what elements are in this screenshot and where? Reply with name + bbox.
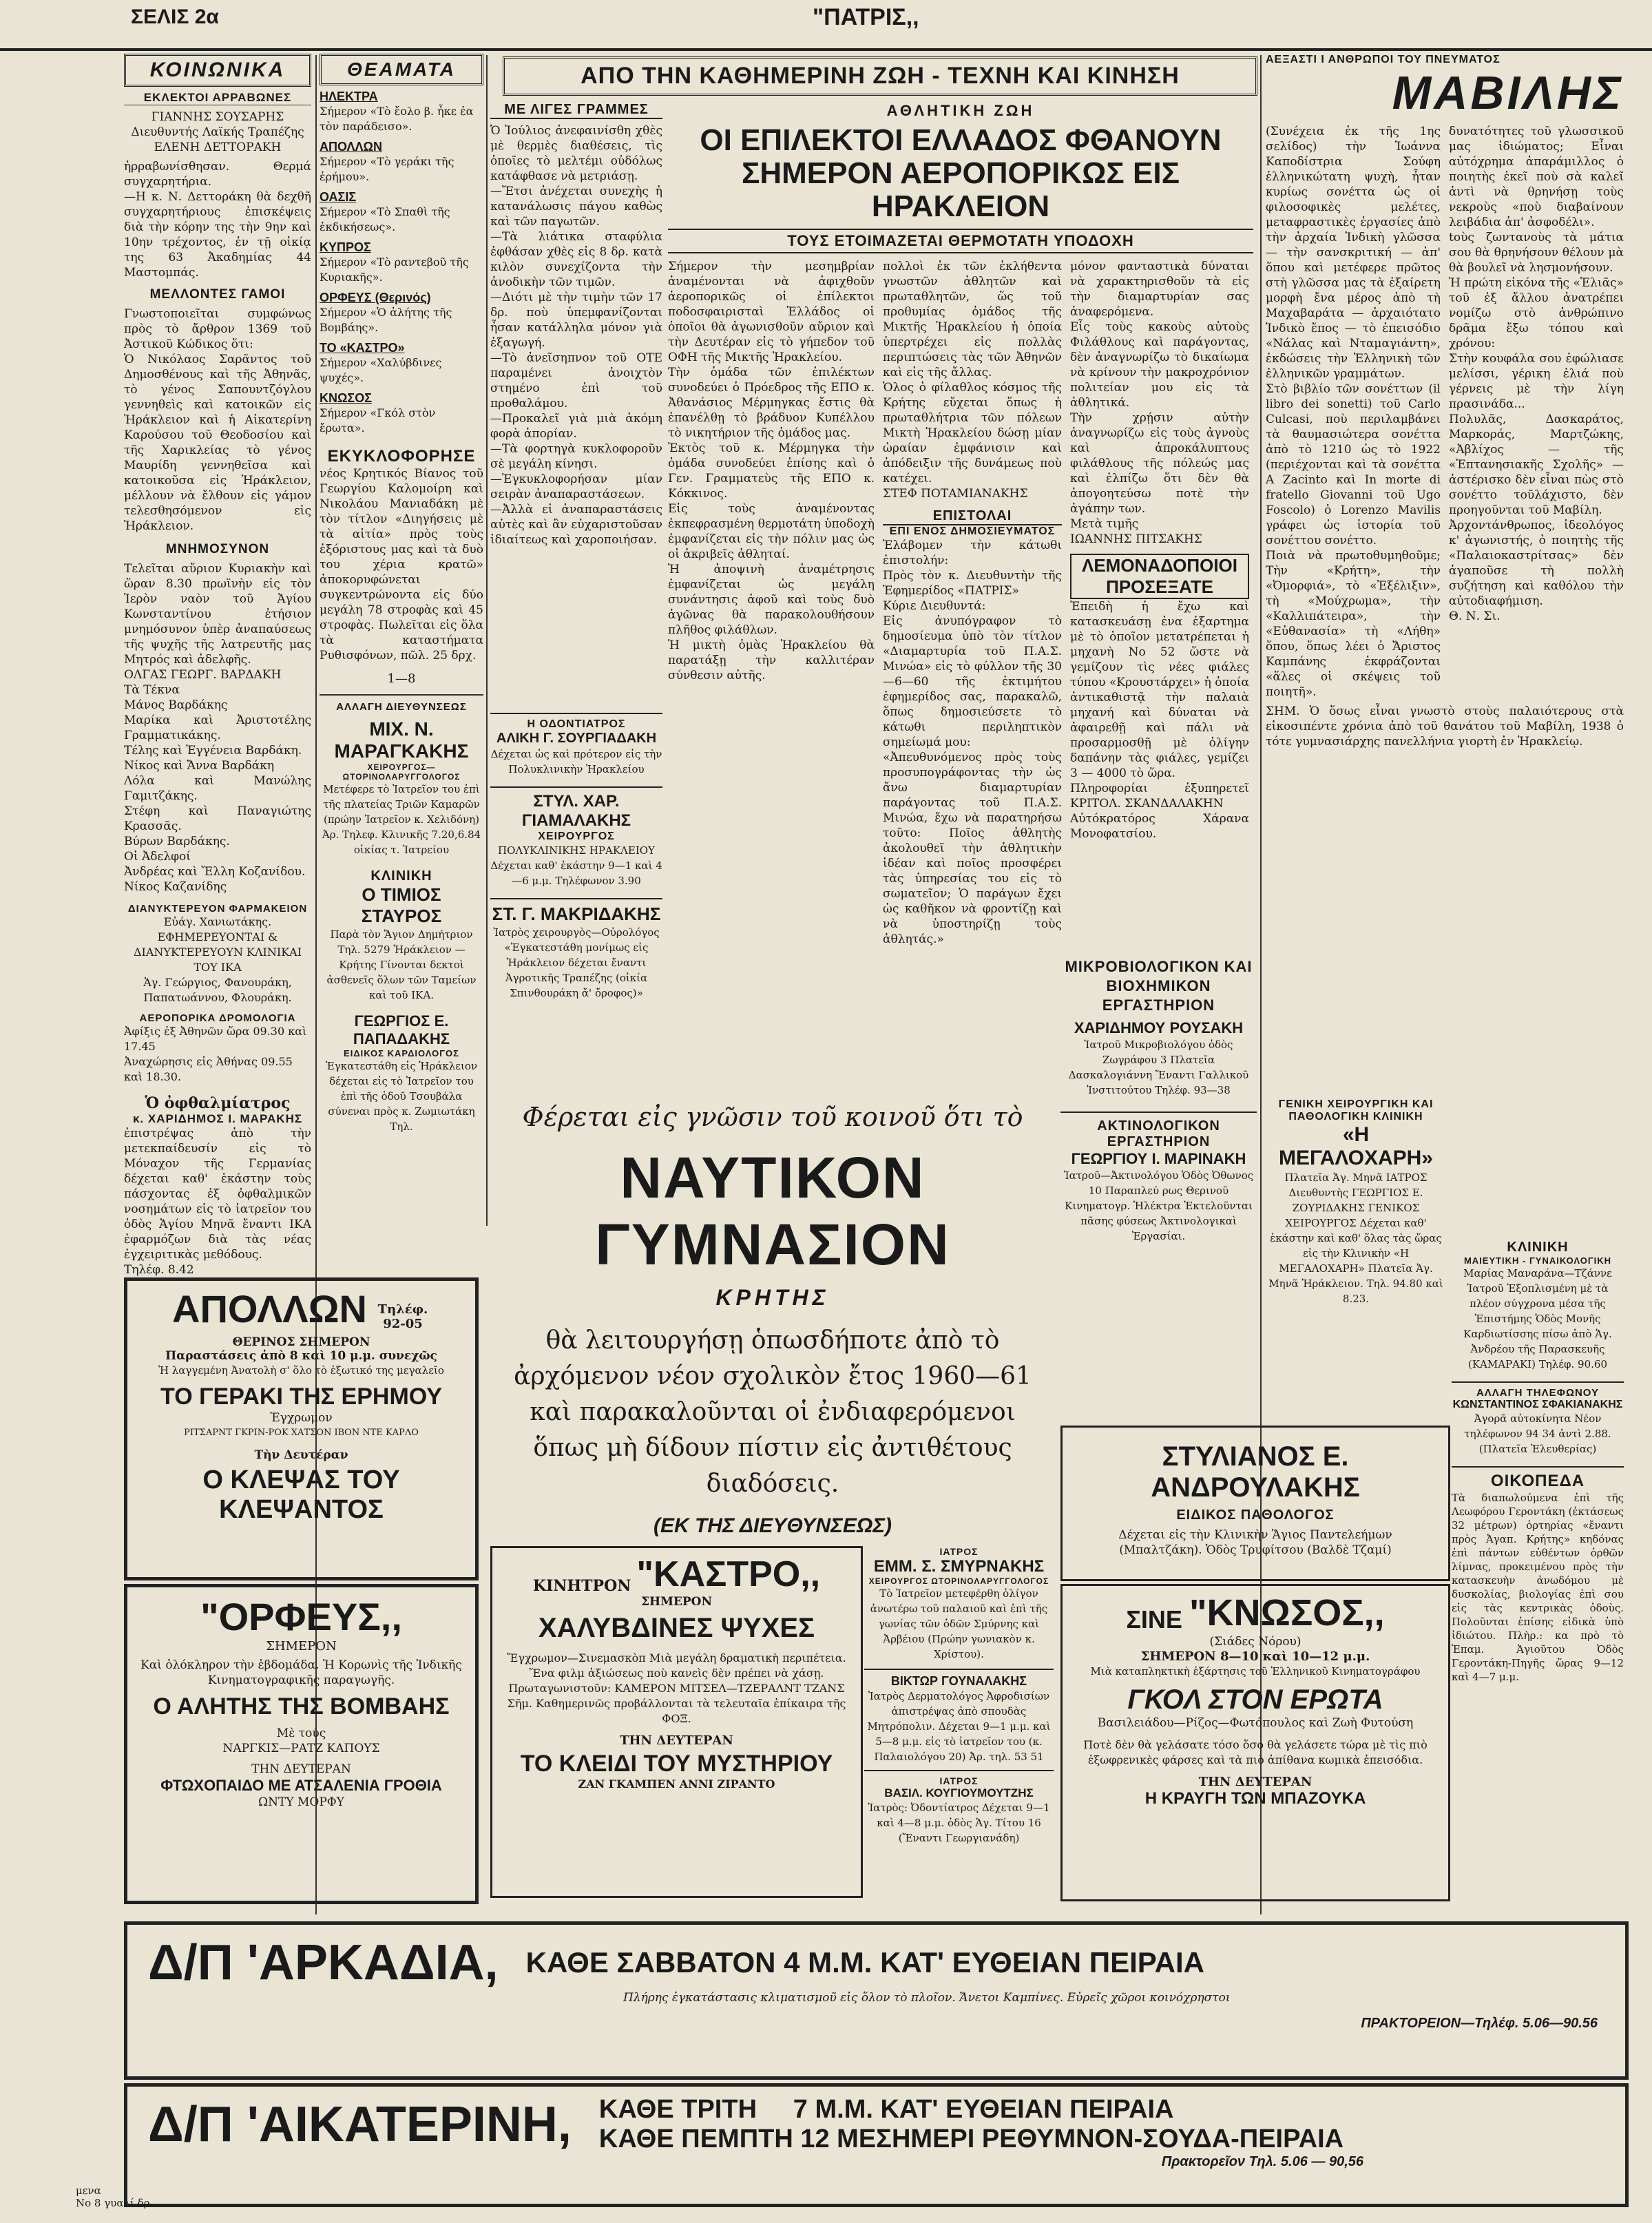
arkadia-ship-ad	[124, 1921, 1629, 2080]
maragkakis-name: ΜΙΧ. Ν. ΜΑΡΑΓΚΑΚΗΣ	[334, 718, 469, 762]
page-number: ΣΕΛΙΣ 2α	[131, 6, 219, 28]
xray-lab-title: ΑΚΤΙΝΟΛΟΓΙΚΟΝ ΕΡΓΑΣΤΗΡΙΟΝ	[1060, 1112, 1257, 1150]
kastro-prefix: ΚΙΝΗΤΡΟΝ	[532, 1577, 631, 1595]
aikaterini-agent: Πρακτορεῖον Τηλ. 5.06 — 90,56	[1161, 2154, 1363, 2169]
cinema-name: ΟΡΦΕΥΣ (Θερινός)	[320, 291, 431, 304]
cinema-listing	[320, 341, 483, 386]
kougioumoutzis-text: Ἰατρὸς: Ὀδοντίατρος Δέχεται 9—1 καὶ 4—8 μ.μ. ὁδὸς Ἁγ. Τίτου 16 (Ἔναντι Γεωργιανάδη)	[868, 1802, 1050, 1844]
weddings-title: ΜΕΛΛΟΝΤΕΣ ΓΑΜΟΙ	[149, 287, 286, 302]
papadakis-name: ΓΕΩΡΓΙΟΣ Ε. ΠΑΠΑΔΑΚΗΣ	[353, 1012, 450, 1047]
naval-school-text: θὰ λειτουργήσῃ ὁπωσδήποτε ἀπὸ τὸ ἀρχόμενον νέον σχολικὸν ἔτος 1960—61 καὶ παρακαλοῦνται οἱ ἐνδιαφερόμενοι ὅπως μὴ δίδουν πίστιν εἰς ἀντιθέτους διαδόσεις.	[514, 1326, 1032, 1498]
apollon-name: ΑΠΟΛΛΩΝ	[172, 1287, 367, 1330]
knosos-film: ΓΚΟΛ ΣΤΟΝ ΕΡΩΤΑ	[1127, 1684, 1383, 1715]
knosos-film-2: Η ΚΡΑΥΓΗ ΤΩΝ ΜΠΑΖΟΥΚΑ	[1144, 1789, 1366, 1808]
memorial-text: Τελεῖται αὔριον Κυριακὴν καὶ ὥραν 8.30 πρωϊνὴν εἰς τὸν Ἱερὸν ναὸν τοῦ Ἁγίου Κωνσταντίνου ἐτήσιον μνημόσυνον ὑπὲρ ἀναπαύσεως τῆς ψυχῆς τῆς λατρευτῆς μας Μητρός καὶ ἀδελφῆς. ΟΛΓΑΣ ΓΕΩΡΓ. ΒΑΡΔΑΚΗ Τὰ Τέκνα Μάνος Βαρδάκης Μαρίκα καὶ Ἀριστοτέλης Γραμματικάκης. Τέλης καὶ Ἑγγένεια Βαρδάκη. Νίκος καὶ Ἄννα Βαρδάκη Λόλα καὶ Μανώλης Γαμιτζάκης. Στέφη καὶ Παναγιώτης Κρασσᾶς. Βύρων Βαρδάκης. Οἱ Ἀδελφοί Ἀνδρέας καὶ Ἔλλη Κοζανίδου. Νίκος Καζανίδης	[124, 562, 311, 894]
kastro-text: Ἔγχρωμον—Σινεμασκὸπ Μιὰ μεγάλη δραματικὴ περιπέτεια. Ἕνα φιλμ ἀξιώσεως ποὺ κανεὶς δὲν πρέπει νὰ χάσῃ. Πρωταγωνιστοῦν: ΚΑΜΕΡΟΝ ΜΙΤΣΕΛ—ΤΖΕΡΑΛΝΤ ΤΖΑΝΣ Σῆμ. Καθημερινῶς προβάλλονται τὰ τελευταῖα ἐπίκαιρα τῆς ΦΟΞ.	[507, 1651, 846, 1725]
general-clinic-title: ΓΕΝΙΚΗ ΧΕΙΡΟΥΡΓΙΚΗ ΚΑΙ ΠΑΘΟΛΟΓΙΚΗ ΚΛΙΝΙΚΗ	[1278, 1098, 1434, 1123]
cinema-listing	[320, 140, 483, 185]
engagement-title: ΕΚΛΕΚΤΟΙ ΑΡΡΑΒΩΝΕΣ	[124, 91, 311, 105]
smyrnakis-text: Τὸ Ἰατρεῖον μετεφέρθη ὀλίγον ἀνωτέρω τοῦ παλαιοῦ καὶ ἐπὶ τῆς γωνίας τῶν ὁδῶν Σμύρνης καὶ Ἀρβέιου (Πρώην γωνιακὸν κ. Χρίστου).	[870, 1587, 1048, 1660]
androulakis-ad	[1060, 1426, 1450, 1581]
address-change-title: ΑΛΛΑΓΗ ΔΙΕΥΘΥΝΣΕΩΣ	[336, 701, 467, 713]
orfeus-line-5: ΩΝΤΥ ΜΟΡΦΥ	[258, 1795, 344, 1809]
naval-school-name: ΝΑΥΤΙΚΟΝ ΓΥΜΝΑΣΙΟΝ	[595, 1145, 950, 1277]
orfeus-name: "ΟΡΦΕΥΣ,,	[200, 1595, 402, 1638]
aikaterini-schedule-2: ΚΑΘΕ ΠΕΜΠΤΗ 12 ΜΕΣΗΜΕΡΙ ΡΕΘΥΜΝΟΝ-ΣΟΥΔΑ-ΠΕΙΡΑΙΑ	[598, 2125, 1344, 2153]
knosos-line-3: Μιὰ καταπληκτικὴ ἐξάρτησις τοῦ Ἑλληνικοῦ Κινηματογράφου	[1090, 1665, 1421, 1678]
mavilis-text-continued: δυνατότητες τοῦ γλωσσικοῦ μας ἰδιώματος; Εἶναι αὐτόχρημα ἀπαράμιλλος ὁ ποιητὴς ἐκεῖ ποὺ σὰ καλεῖ ἀντὶ νὰ θρηνήσῃ τοὺς νεκροὺς «ποὺ διαβαίνουν λειβάδια ἀπ' ἀσφοδέλι». tοὺς ζωντανοὺς τὰ μάτια σου θὰ θρηνήσουν θέλουν μὰ θὰ βουλεῖ νὰ λησμονήσουν. Ἡ πρώτη εἰκόνα τῆς «Ἑλιᾶς» τοῦ ἐξ ἄλλου ἀνατρέπει νομίζω στὸ ἀνθρώπινο δρᾶμα ἔξω τόπου καὶ χρόνου: Στὴν κουφάλα σου ἐφώλιασε μελίσσι, γέρικη ἐλιά ποὺ γέρνεις μὲ τὴν λίγη πρασινάδα... Πολυλᾶς, Δασκαράτος, Μαρκοράς, Μαρτζώκης, «Ἀβλίχος — τῆς «Ἐπτανησιακῆς Σχολῆς» — ἀστέρισκο δὲν εἶναι πὼς στὸ σονέττο τοῦλάχιστο, δὲν προηγοῦνται τοῦ Μαβίλη. Ἀρχοντάνθρωπος, ἰδεολόγος κ' ἀγωνιστής, ὁ ποιητὴς τῆς «Παλαιοκαστρίτσας» δὲν ἀγαποῦσε τὴ πολλὴ συζήτηση καὶ καθόλου τὴν αὐτοδιαφήμιση. Θ. Ν. Σι.	[1449, 125, 1624, 623]
lines-column	[490, 102, 662, 708]
doctors-middle-column	[864, 1546, 1054, 1897]
maternity-clinic-title: ΚΛΙΝΙΚΗ	[1507, 1240, 1569, 1255]
clinic-name: Ο ΤΙΜΙΟΣ ΣΤΑΥΡΟΣ	[361, 884, 442, 926]
androulakis-name: ΣΤΥΛΙΑΝΟΣ Ε. ΑΝΔΡΟΥΛΑΚΗΣ	[1151, 1441, 1360, 1503]
mavilis-note: ΣΗΜ. Ὁ ὅσως εἶναι γνωστὸ στοὺς παλαιότερους στὰ εἰκοσιπέντε χρόνια ἀπὸ τοῦ θανάτου τοῦ Μαβίλη, 1938 ὁ τότε γυμνασιάρχης πανελλήνια γιορτὴ ἐν Ἡρακλείῳ.	[1266, 705, 1624, 749]
cinema-showing: Σήμερον «Τὸ γεράκι τῆς ἐρήμου».	[320, 155, 454, 183]
apollon-film: ΤΟ ΓΕΡΑΚΙ ΤΗΣ ΕΡΗΜΟΥ	[160, 1384, 442, 1410]
phone-change-name: ΚΩΝΣΤΑΝΤΙΝΟΣ ΣΦΑΚΙΑΝΑΚΗΣ	[1452, 1399, 1623, 1410]
orfeus-line-1: ΣΗΜΕΡΟΝ	[266, 1639, 337, 1653]
gounalakis-name: ΒΙΚΤΩΡ ΓΟΥΝΑΛΑΚΗΣ	[864, 1669, 1054, 1689]
pharmacy-text: Εὐάγ. Χανιωτάκης. ΕΦΗΜΕΡΕΥΟΝΤΑΙ & ΔΙΑΝΥΚΤΕΡΕΥΟΥΝ ΚΛΙΝΙΚΑΙ ΤΟΥ ΙΚΑ Ἁγ. Γεώργιος, Φανουράκη, Παπατωάννου, Φλουράκη.	[133, 915, 302, 1004]
sport-headline: ΟΙ ΕΠΙΛΕΚΤΟΙ ΕΛΛΑΔΟΣ ΦΘΑΝΟΥΝ ΣΗΜΕΡΟΝ ΑΕΡΟΠΟΡΙΚΩΣ ΕΙΣ ΗΡΑΚΛΕΙΟΝ	[700, 123, 1222, 223]
flights-text: Ἀφίξις ἐξ Ἀθηνῶν ὥρα 09.30 καὶ 17.45 Ἀναχώρησις εἰς Ἀθήνας 09.55 καὶ 18.30.	[124, 1025, 307, 1083]
lines-title: ΜΕ ΛΙΓΕΣ ΓΡΑΜΜΕΣ	[490, 102, 662, 119]
smyrnakis-prefix: ΙΑΤΡΟΣ	[939, 1546, 979, 1557]
arkadia-amenities: Πλήρης ἐγκατάστασις κλιματισμοῦ εἰς ὅλον τὸ πλοῖον. Ἄνετοι Καμπίνες. Εὐρεῖς χῶροι κοινόχρηστοι	[623, 1991, 1231, 2005]
koinonika-heading: ΚΟΙΝΩΝΙΚΑ	[124, 54, 311, 87]
letters-title: ΕΠΙΣΤΟΛΑΙ	[883, 508, 1062, 525]
smyrnakis-name: ΕΜΜ. Σ. ΣΜΥΡΝΑΚΗΣ	[873, 1557, 1045, 1576]
knosos-line-1: (Σιάδες Νόρου)	[1209, 1635, 1301, 1649]
maragkakis-text: Μετέφερε τὸ Ἰατρεῖον του ἐπὶ τῆς πλατείας Τριῶν Καμαρῶν (πρώην Ἰατρεῖον κ. Χελιδόνη) Ἀρ. Τηλεφ. Κλινικῆς 7.20,6.84 οἰκίας τ. Ἰατρείου	[322, 783, 481, 856]
apollon-line-1: ΘΕΡΙΝΟΣ ΣΗΜΕΡΟΝ	[232, 1335, 370, 1349]
kastro-film: ΧΑΛΥΒΔΙΝΕΣ ΨΥΧΕΣ	[538, 1613, 815, 1643]
kougioumoutzis-prefix: ΙΑΤΡΟΣ	[864, 1770, 1054, 1786]
cinema-showing: Σήμερον «Τὸ ραντεβοῦ τῆς Κυριακῆς».	[320, 255, 469, 284]
kastro-line-2: ΤΗΝ ΔΕΥΤΕΡΑΝ	[620, 1733, 733, 1748]
footer-note: μενα Νο 8 γυαλί δρ.	[76, 2184, 154, 2209]
cinema-listing	[320, 190, 483, 235]
general-clinic-name: «Η ΜΕΓΑΛΟΧΑΡΗ»	[1278, 1123, 1433, 1169]
orfeus-line-3: Μὲ τούς ΝΑΡΓΚΙΣ—ΡΑΤΖ ΚΑΠΟΥΣ	[222, 1726, 380, 1755]
giamalakis-name: ΣΤΥΛ. ΧΑΡ. ΓΙΑΜΑΛΑΚΗΣ	[490, 786, 662, 831]
apollon-phone: Τηλέφ. 92-05	[377, 1302, 428, 1331]
makridakis-text: Ἰατρὸς χειρουργὸς—Οὐρολόγος «Ἐγκατεστάθη μονίμως εἰς Ἡράκλειον δέχεται ἔναντι Ἀγροτικῆς Τραπέζης (οἰκία Σπινθουράκη ἄ' ὄροφος)»	[493, 926, 660, 999]
apollon-line-4: Ἐγχρωμον	[270, 1411, 333, 1425]
doctor-ads-column	[490, 713, 662, 1114]
xray-lab-name: ΓΕΩΡΓΙΟΥ Ι. ΜΑΡΙΝΑΚΗ	[1071, 1150, 1246, 1167]
mavilis-title: ΜΑΒΙΛΗΣ	[1392, 67, 1624, 119]
letters-text: Ἐλάβομεν τὴν κάτωθι ἐπιστολήν: Πρὸς τὸν κ. Διευθυντὴν τῆς Ἐφημερίδος «ΠΑΤΡΙΣ» Κύριε Διευθυντά: Εἰς ἀνυπόγραφον τὸ δημοσίευμα ὑπὸ τὸν τίτλον «Διαμαρτυρία τοῦ Π.Α.Σ. Μινώα» εἰς τὸ φύλλον τῆς 30—6—60 τῆς ἐκτιμήτου ἐφημερίδος σας, παρακαλῶ, ὅπως δημοσιεύσετε τὸ κάτωθι περιληπτικὸν σημείωμά μου: «Ἀπευθυνόμενος πρὸς τοὺς προσυπογράφοντας τὴν ὡς ἄνω διαμαρτυρίαν παράγοντας τοῦ Π.Α.Σ. Μινώα, ἔχω νὰ παρατηρήσω τοῦτο: Ποῖος ἀθλητὴς ἀκολουθεῖ τὴν ἀθλητικὴν ἰδέαν καὶ ποῖος προσφέρει τὰς ὑπηρεσίας του εἰς τὸ σωματεῖον; Ὁ παράγων ἔχει ὡς καθῆκον νὰ φροντίζῃ καὶ νὰ ὑποστηρίζῃ τοὺς ἀθλητάς.»	[883, 539, 1062, 946]
sport-text: Σήμερον τὴν μεσημβρίαν ἀναμένονται νὰ ἀφιχθοῦν ἀεροπορικῶς οἱ ἐπίλεκτοι ποδοσφαιρισταὶ Ἑλλάδος οἱ ὁποῖοι θὰ ἀγωνισθοῦν αὔριον καὶ τὴν Δευτέραν εἰς τὸ γήπεδον τοῦ ΟΦΗ τῆς Μικτῆς Ἡρακλείου. Τὴν ὁμάδα τῶν ἐπιλέκτων συνοδεύει ὁ Πρόεδρος τῆς ΕΠΟ κ. Ἀθανάσιος Μέρμηγκας ἔστις θὰ ἐπανέλθῃ τὸ βράδυον Κυπέλλου τὸ νικητήριον τῆς ὁμάδος μας. Ἐκτὸς τοῦ κ. Μέρμηγκα τὴν ὁμάδα συνοδεύει ἐπίσης καὶ ὁ Γεν. Γραμματεὺς τῆς ΕΠΟ κ. Κόκκινος. Εἰς τοὺς ἀναμένοντας ἐκπεφρασμένη θερμοτάτη ὑποδοχὴ ἐμφανίζεται εἰς τὴν πόλιν μας ὡς οἱ ἀκριβεῖς ἀθληταί. Ἡ ἀποψινὴ ἀναμέτρησις ἐμφανίζεται ὡς μεγάλη συνάντησις ἀφοῦ καὶ τοὺς δυὸ ἀγῶνας θὰ παρακολουθήσουν πλῆθος φιλάθλων. Ἡ μικτὴ ὁμὰς Ἡρακλείου θὰ παρατάξῃ τὴν καλλιτέραν σύνθεσιν αὐτῆς.	[668, 260, 875, 682]
lab-ads-column	[1060, 957, 1257, 1419]
theamata-column	[320, 54, 483, 1273]
cinema-showing: Σήμερον «Τὸ Σπαθὶ τῆς ἐκδικήσεως».	[320, 205, 450, 233]
arkadia-agent: ΠΡΑΚΤΟΡΕΙΟΝ—Τηλέφ. 5.06—90.56	[1361, 2016, 1598, 2031]
mavilis-column	[1266, 54, 1624, 1224]
cinema-listing	[320, 90, 483, 134]
papadakis-specialty: ΕΙΔΙΚΟΣ ΚΑΡΔΙΟΛΟΓΟΣ	[344, 1048, 459, 1058]
gounalakis-text: Ἰατρὸς Δερματολόγος Ἀφροδισίων ἀπιστρέψας ἀπὸ σπουδὰς Μητρόπολιν. Δέχεται 9—1 μ.μ. καὶ 5—8 μ.μ. εἰς τὸ ἰατρεῖον του (κ. Παλαιολόγου 20) Ἀρ. τηλ. 53 51	[867, 1690, 1051, 1763]
sport-column	[668, 102, 1253, 946]
apollon-cinema-ad	[124, 1277, 479, 1580]
apollon-line-5: ΡΙΤΣΑΡΝΤ ΓΚΡΙΝ-ΡΟΚ ΧΑΤΣΟΝ ΙΒΟΝ ΝΤΕ ΚΑΡΛΟ	[184, 1428, 419, 1438]
androulakis-text: Δέχεται εἰς τὴν Κλινικὴν Ἅγιος Παντελεήμων (Μπαλτζάκη). Ὁδὸς Τρυφίτσου (Βαλδὲ Τζαμί)	[1118, 1528, 1392, 1557]
doctor-title: Ὁ ὀφθαλμίατρος	[145, 1094, 291, 1112]
letters-text-continued: μόνον φανταστικὰ δύναται νὰ χαρακτηρισθοῦν τὰ εἰς τὴν διαμαρτυρίαν σας ἀναφερόμενα. Εἶς τοὺς κακοὺς αὐτοὺς Φιλάθλους καὶ παράγοντας, δὲν ἀναγνωρίζω τὸ δικαίωμα νὰ κρίνουν τὴν μακροχρόνιον πολιτείαν μου εἰς τὰ ἀθλητικά. Τὴν χρῄσιν αὐτὴν ἀναγνωρίζω εἰς τοὺς ἀγνοὺς καὶ ἀπροκάλυπτους φιλάθλους τῆς πόλεώς μας καὶ ἐλπίζω ὅτι δὲν θὰ ἀπογοητεύσω ποτὲ τὴν ἀγάπην των. Μετὰ τιμῆς ΙΩΑΝΝΗΣ ΠΙΤΣΑΚΗΣ	[1070, 260, 1249, 546]
cinema-name: ΚΥΠΡΟΣ	[320, 240, 371, 254]
cinema-showing: Σήμερον «Γκόλ στὸν ἔρωτα».	[320, 406, 436, 435]
clinic-title: ΚΛΙΝΙΚΗ	[370, 868, 432, 884]
kastro-line-3: ΖΑΝ ΓΚΑΜΠΕΝ ΑΝΝΙ ΖΙΡΑΝΤΟ	[578, 1777, 775, 1791]
cinema-showing: Σήμερον «Τὸ ἔολο β. ἦκε ἐα τὸν παράδεισο».	[320, 105, 474, 133]
flights-title: ΑΕΡΟΠΟΡΙΚΑ ΔΡΟΜΟΛΟΓΙΑ	[139, 1012, 296, 1024]
masthead	[0, 0, 1652, 51]
apollon-line-3: Ἡ λαγγεμένη Ἀνατολὴ σ' ὅλο τὸ ἐξωτικό της μεγαλεῖο	[158, 1364, 444, 1377]
makridakis-name: ΣΤ. Γ. ΜΑΚΡΙΔΑΚΗΣ	[490, 898, 662, 925]
lemonade-title: ΛΕΜΟΝΑΔΟΠΟΙΟΙ ΠΡΟΣΕΞΑΤΕ	[1070, 554, 1249, 599]
right-ads-column	[1452, 1240, 1624, 1928]
aikaterini-ship-ad	[124, 2083, 1629, 2207]
orfeus-line-4: ΤΗΝ ΔΕΥΤΕΡΑΝ	[251, 1762, 351, 1776]
phone-change-title: ΑΛΛΑΓΗ ΤΗΛΕΦΩΝΟΥ	[1452, 1381, 1624, 1399]
zoi-heading: ΑΠΟ ΤΗΝ ΚΑΘΗΜΕΡΙΝΗ ΖΩΗ - ΤΕΧΝΗ ΚΑΙ ΚΙΝΗΣΗ	[503, 56, 1257, 96]
sport-subheadline: ΤΟΥΣ ΕΤΟΙΜΑΖΕΤΑΙ ΘΕΡΜΟΤΑΤΗ ΥΠΟΔΟΧΗ	[668, 229, 1253, 253]
arkadia-schedule: ΚΑΘΕ ΣΑΒΒΑΤΟΝ 4 Μ.Μ. ΚΑΤ' ΕΥΘΕΙΑΝ ΠΕΙΡΑΙΑ	[525, 1946, 1204, 1979]
apollon-line-2: Παραστάσεις ἀπὸ 8 καὶ 10 μ.μ. συνεχῶς	[165, 1349, 437, 1363]
micro-lab-title: ΜΙΚΡΟΒΙΟΛΟΓΙΚΟΝ ΚΑΙ ΒΙΟΧΗΜΙΚΟΝ ΕΡΓΑΣΤΗΡΙΟΝ	[1065, 958, 1253, 1014]
kougioumoutzis-name: ΒΑΣΙΛ. ΚΟΥΓΙΟΥΜΟΥΤΖΗΣ	[884, 1786, 1034, 1799]
separator: 1—8	[387, 671, 416, 686]
theamata-list	[320, 90, 483, 436]
orfeus-cinema-ad	[124, 1584, 479, 1904]
letters-subtitle: ΕΠΙ ΕΝΟΣ ΔΗΜΟΣΙΕΥΜΑΤΟΣ	[889, 525, 1056, 537]
doctor-text: ἐπιστρέψας ἀπὸ τὴν μετεκπαίδευσίν εἰς τὸ Μόναχον τῆς Γερμανίας δέχεται καθ' ἑκάστην τοὺς πάσχοντας ἐξ ὀφθαλμικῶν νοσημάτων εἰς τὸ ἰατρεῖον του ὁδὸς Ἁγίου Μηνᾶ ἔναντι ΙΚΑ ἐφαρμόζων διὰ τὰς νέας ἐγχειριτικὰς μεθόδους. Τηλέφ. 8.42	[124, 1127, 311, 1277]
cinema-listing	[320, 240, 483, 285]
naval-school-region: ΚΡΗΤΗΣ	[715, 1285, 830, 1310]
apollon-line-6: Τὴν Δευτέραν	[254, 1448, 348, 1462]
cinema-name: ΟΑΣΙΣ	[320, 190, 357, 204]
orfeus-film-2: ΦΤΩΧΟΠΑΙΔΟ ΜΕ ΑΤΣΑΛΕΝΙΑ ΓΡΟΘΙΑ	[160, 1777, 442, 1794]
arkadia-name: Δ/Π 'ΑΡΚΑΔΙΑ,	[148, 1935, 499, 1990]
naval-school-ad	[490, 1095, 1055, 1543]
knosos-name: "ΚΝΩΣΟΣ,,	[1189, 1592, 1385, 1634]
smyrnakis-specialty: ΧΕΙΡΟΥΡΓΟΣ ΩΤΟΡΙΝΟΛΑΡΥΓΓΟΛΟΓΟΣ	[868, 1576, 1049, 1586]
giamalakis-specialty: ΧΕΙΡΟΥΡΓΟΣ	[538, 831, 615, 842]
naval-school-signature: (ΕΚ ΤΗΣ ΔΙΕΥΘΥΝΣΕΩΣ)	[653, 1514, 892, 1537]
engagement-text: ἠρραβωνίσθησαν. Θερμά συγχαρητήρια. —Η κ. Ν. Δεττοράκη θὰ δεχθῆ συγχαρητήριους ἐπισκέψεις διὰ τὴν κόρην της τὴν 9ην καὶ 10ην τρέχοντος, ἐν τῇ οἰκίᾳ της 63 Ἀκαδημίας 44 Μαστομπάς.	[124, 160, 311, 280]
knosos-line-4: Βασιλειάδου—Ρίζος—Φωτόπουλος καὶ Ζωὴ Φυτούση	[1097, 1716, 1414, 1730]
orfeus-line-2: Καὶ ὁλόκληρον τὴν ἑβδομάδα. Ἡ Κορωνὶς τῆς Ἰνδικῆς Κινηματογραφικῆς παραγωγῆς.	[140, 1658, 462, 1687]
cinema-name: ΑΠΟΛΛΩΝ	[320, 140, 382, 154]
giamalakis-text: ΠΟΛΥΚΛΙΝΙΚΗΣ ΗΡΑΚΛΕΙΟΥ Δέχεται καθ' ἑκάστην 9—1 καὶ 4—6 μ.μ. Τηλέφωνον 3.90	[490, 844, 662, 887]
koinonika-column	[124, 54, 311, 1277]
knosos-line-5: ΤΗΝ ΔΕΥΤΕΡΑΝ	[1198, 1775, 1313, 1789]
plots-text: Τὰ διαπωλούμενα ἐπὶ τῆς Λεωφόρου Γεροντάκη (ἐκτάσεως 32 μέτρων) ὁρτηρίας «ἔναντι πρὸς Ἀγαπ. Κρήτης» κηδόνας ἐπὶ πάντων εὐθέντων ὀρθῶν λίμνας, προκειμένου πρὸς τὴν κατασκευὴν ἀνωδόμου μὲ δυσκολίας, βιολογίας ἐπὶ σου εἰς τὰς κεντρικὰς ὁδοὺς. Πολοῦνται ἐπίσης εἰδικὰ ὑπὸ ἰδιώτου. Πλὴρ.: κα πρὸ τὸ Ἐπαμ. Ἀγιοῦτου Ὀδὸς Γεροντάκη-Πηγῆς ὥρας 9—12 καὶ 4—7 μ.μ.	[1452, 1492, 1624, 1683]
papadakis-text: Ἐγκατεστάθη εἰς Ἡράκλειον δέχεται εἰς τὸ Ἰατρεῖον του ἐπὶ τῆς ὁδοῦ Τσουβάλα σύνεναι πρὸς κ. Ζωμιωτάκη Τηλ.	[325, 1060, 478, 1133]
cinema-showing: Σήμερον «Ὁ ἀλήτης τῆς Βομβάης».	[320, 306, 452, 334]
kastro-film-2: ΤΟ ΚΛΕΙΔΙ ΤΟΥ ΜΥΣΤΗΡΙΟΥ	[520, 1751, 833, 1777]
newspaper-title: "ΠΑΤΡΙΣ,,	[813, 4, 919, 30]
doctor-name: κ. ΧΑΡΙΔΗΜΟΣ Ι. ΜΑΡΑΚΗΣ	[132, 1112, 303, 1125]
memorial-title: ΜΝΗΜΟΣΥΝΟΝ	[165, 542, 270, 556]
kastro-line-1: ΣΗΜΕΡΟΝ	[641, 1595, 712, 1609]
maragkakis-specialty: ΧΕΙΡΟΥΡΓΟΣ—ΩΤΟΡΙΝΟΛΑΡΥΓΓΟΛΟΓΟΣ	[342, 762, 461, 782]
maternity-clinic-text: Μαρίας Μαναράνα—Τζάννε Ἰατροῦ Ἐξοπλισμένη μὲ τὰ πλέον σύγχρονα μέσα τῆς Ἐπιστήμης Ὁδὸς Μονῆς Καρδιωτίσσης πίσω ἀπὸ Ἁγ. Ἀνδρέου τῆς Παρασκευῆς (ΚΑΜΑΡΑΚΙ) Τηλέφ. 90.60	[1463, 1267, 1612, 1370]
general-clinic-text: Πλατεῖα Ἁγ. Μηνᾶ ΙΑΤΡΟΣ Διευθυντὴς ΓΕΩΡΓΙΟΣ Ε. ΖΟΥΡΙΔΑΚΗΣ ΓΕΝΙΚΟΣ ΧΕΙΡΟΥΡΓΟΣ Δέχεται καθ' ἑκάστην καὶ καθ' ὅλας τὰς ὥρας εἰς τὴν Κλινικὴν «Η ΜΕΓΑΛΟΧΑΡΗ» Πλατεῖα Ἁγ. Μηνᾶ Ἡράκλειον. Τηλ. 94.80 καὶ 8.23.	[1268, 1171, 1443, 1305]
knosos-text: Ποτὲ δὲν θὰ γελάσατε τόσο ὅσο θὰ γελάσετε τώρα μὲ τὶς πιὸ ἐξωφρενικὲς φάρσες καὶ τὰ πιὸ ἀπίθανα κωμικὰ ἐπεισόδια.	[1083, 1738, 1428, 1766]
micro-lab-text: Ἰατροῦ Μικροβιολόγου ὁδὸς Ζωγράφου 3 Πλατεῖα Δασκαλογιάννη Ἔναντι Γαλλικοῦ Ἰνστιτούτου Τηλέφ. 93—38	[1068, 1039, 1249, 1096]
maternity-clinic-type: ΜΑΙΕΥΤΙΚΗ - ΓΥΝΑΙΚΟΛΟΓΙΚΗ	[1463, 1255, 1612, 1266]
divider	[320, 694, 483, 696]
aikaterini-name: Δ/Π 'ΑΙΚΑΤΕΡΙΝΗ,	[148, 2097, 572, 2152]
phone-change-text: Ἀγορᾶ αὐτοκίνητα Νέον τηλέφωνον 94 34 ἀντὶ 2.88. (Πλατεῖα Ἐλευθερίας)	[1464, 1412, 1611, 1455]
knosos-line-2: ΣΗΜΕΡΟΝ 8—10 καὶ 10—12 μ.μ.	[1140, 1649, 1370, 1664]
pharmacy-title: ΔΙΑΝΥΚΤΕΡΕΥΟΝ ΦΑΡΜΑΚΕΙΟΝ	[127, 903, 308, 915]
lines-text: Ὁ Ἰούλιος ἀνεφαινίσθη χθὲς μὲ θερμὲς διαθέσεις, τὶς ὁποῖες τὸ μελτέμι οὐδόλως κατάφθασε νὰ μετριάσῃ. —Ἔτσι ἀνέχεται συνεχὴς ἡ κατανάλωσις πάγου καθὼς καὶ τῶν παγωτῶν. —Τὰ λιάτικα σταφύλια ἐφθάσαν χθὲς εἰς 8 δρ. κατὰ κιλὸν συνεχίζοντα τὴν ἀνοδικὴν τῶν τιμῶν. —Διότι μὲ τὴν τιμὴν τῶν 17 δρ. ποὺ ὑπεμφανίζονται ἦσαν κατάλληλα μόνον γιὰ ἐξαγωγή. —Τὸ ἀνεῖσηπνον τοῦ ΟΤΕ παραμένει ἀνοιχτὸν στημένο ἐπὶ τοῦ προθαλάμου. —Προκαλεῖ γιὰ μιὰ ἀκόμη φορὰ ἀπορίαν. —Τὰ φορτηγὰ κυκλοφοροῦν σὲ μεγάλη κίνησι. —Ἐγκυκλοφορήσαν μίαν σειρὰν ἀναπαραστάσεων. —Ἀλλὰ εἰ ἀναπαραστάσεις αὐτὲς καὶ ἂν εὐχαριστοῦσαν ἰδιαίτεως καὶ χαροποιήσαν.	[490, 124, 662, 547]
mavilis-text: (Συνέχεια ἐκ τῆς 1ης σελίδος) τὴν Ἰωάννα Καποδίστρια Σούφη ἑλληνικώτατη ψυχὴ, ἦταν κυρίως σονέττα ὡς οἱ φιλοσοφικὲς μελέτες, μεταφραστικὲς ἐργασίες ἀπὸ τὴν ἀρχαία Ἰνδικὴ γλῶσσα — τὴν σανσκριτική — ἀπ' ὅπου καὶ μετέφερε πρῶτος στὴ γλῶσσα μας τὰ ἐξαίρετη μορφὴ ἔνα μέρος ἀπὸ τὴ Μαχαβαράτα — ἀρχαιότατο Ἰνδικὸ ἔπος — τὸ ἐπεισόδιο «Νάλας καὶ Νταμαγιάντη», ἐκδώσεις τὴν Ἑλληνικὴ τῶν ἐλληνικῶν γραμμάτων. Στὸ βιβλίο τῶν σονέττων (il libro dei sonetti) τοῦ Carlo Culcasi, ποὺ περιλαμβάνει τὰ θαυμασιώτερα σονέττα ἀπὸ τὸ 1210 ὡς τὸ 1922 (περιέχονται καὶ τὰ σονέττα A Zacinto καὶ In morte di fratello Giovanni τοῦ Ugo Foscolo) ὁ Lorenzo Mavilis γράφει ὡς ἱστορία τοῦ σονέττου σονέττο. Ποιὰ νὰ πρωτοθυμηθοῦμε; Τὴν «Κρήτη», τὴν «Ὀμορφιά», τὸ «Ἐξέλιξιν», τὴ «Μούχρωμα», τὴν «Καλλιπάτειρα», τὴν «Εὐθανασία» τὴ «Λήθη» ὅπου, ὅπως λέει ὁ Ἄριστος Καμπάνης ἐκφράζονται «ἅλες οἱ σκέψεις τοῦ ποιητῆ».	[1266, 125, 1441, 699]
clinic-text: Παρὰ τὸν Ἅγιον Δημήτριον Τηλ. 5279 Ἡράκλειον — Κρήτης Γίνονται δεκτοὶ ἀσθενεῖς ὅλων τῶν Ταμείων καὶ τοῦ ΙΚΑ.	[326, 928, 477, 1001]
lemonade-text: Ἐπειδὴ ἡ ἔχω καὶ κατασκευάσῃ ἐνα ἐξαρτημα μὲ τὸ ὁποῖον μετατρέπεται ἡ μηχανὴ Νο 52 ὥστε νὰ γεμίζουν τὶς νέες φιάλες τύπου «Κρουστάρχει» ἡ ὁποία ἀντικαθιστᾷ τὴν παλαιὰ μηχανή καὶ δύναται νὰ ἀφαιρεθῇ καὶ πάλι νὰ προσαρμοσθῇ μὲ ὀλίγην δαπάνην τὰς φιάλες, γεμίζει 3 — 4000 τὸ ὥρα. Πληροφορίαι ἐξυπηρετεῖ ΚΡΙΤΟΛ. ΣΚΑΝΔΑΛΑΚΗΝ Αὐτόκρατόρος Χάρανα Μονοφατσίου.	[1070, 600, 1249, 841]
theamata-heading: ΘΕΑΜΑΤΑ	[320, 54, 483, 85]
xray-lab-text: Ἰατροῦ—Ἀκτινολόγου Ὁδὸς Ὀθωνος 10 Παραπλεύ ρως Θερινοῦ Κινηματογρ. Ἠλέκτρα Ἐκτελοῦνται πᾶσης φύσεως Ἀκτινολογικαὶ Ἐργασίαι.	[1063, 1169, 1254, 1242]
cinema-showing: Σήμερον «Χαλύβδινες ψυχές».	[320, 356, 442, 384]
plots-title: ΟΙΚΟΠΕΔΑ	[1452, 1466, 1624, 1491]
knosos-prefix: ΣΙΝΕ	[1126, 1605, 1182, 1634]
mavilis-series: ΑΕΞΑΣΤΙ Ι ΑΝΘΡΩΠΟΙ ΤΟΥ ΠΝΕΥΜΑΤΟΣ	[1266, 54, 1501, 65]
circulation-title: ΕΚΥΚΛΟΦΟΡΗΣΕ	[327, 447, 476, 466]
aikaterini-schedule-1: ΚΑΘΕ ΤΡΙΤΗ 7 Μ.Μ. ΚΑΤ' ΕΥΘΕΙΑΝ ΠΕΙΡΑΙΑ	[598, 2095, 1174, 2124]
dentist-name: ΑΛΙΚΗ Γ. ΣΟΥΡΓΙΑΔΑΚΗ	[496, 731, 657, 746]
dentist-title: Η ΟΔΟΝΤΙΑΤΡΟΣ	[527, 718, 626, 730]
kastro-name: "ΚΑΣΤΡΟ,,	[636, 1554, 821, 1594]
micro-lab-name: ΧΑΡΙΔΗΜΟΥ ΡΟΥΣΑΚΗ	[1074, 1019, 1244, 1036]
circulation-text: νέος Κρητικός Βίανος τοῦ Γεωργίου Καλομοίρη καὶ Νικολάου Μανιαδάκη μὲ τὸν τίτλον «Διηγήσεις μὲ τὰ αἰτία» πρὸς τοὺς ἐξόριστους μας καὶ τὰ δυὸ του χέρια κρατῶ» ἀποκορυφώνεται συγκεντρώνοντα εἰς δύο μεγάλη 78 στροφὰς καὶ 45 στροφὰς. Πωλεῖται εἰς ὅλα τὰ καταστήματα Ρυθισφόνων, πῶλ. 25 δρχ.	[320, 467, 483, 662]
cinema-name: ΤΟ «ΚΑΣΤΡΟ»	[320, 341, 405, 355]
cinema-listing	[320, 391, 483, 436]
sport-text-continued: πολλοὶ ἐκ τῶν ἐκλήθεντα γνωστῶν ἀθλητῶν καὶ πρωταθλητῶν, ὥς τοῦ προθυμίας ὁμάδος τῆς Μικτῆς Ἡρακλείου ἡ ὁποία ὑπερτρέχει εἰς πολλὰς περιπτώσεις τὰς τῶν Ἀθηνῶν καὶ εἰς τῆς ἄλλας. Ὁλος ὁ φίλαθλος κόσμος τῆς Κρήτης εὔχεται ὅπως ἡ πρωταθλήτρια τῶν πόλεων Μικτὴ Ἡρακλείου δώσῃ μίαν ὡραίαν ἐμφάνισιν καὶ ἀπόδειξιν τῆς δυνάμεως ποὺ κατέχει. ΣΤΕΦ ΠΟΤΑΜΙΑΝΑΚΗΣ	[883, 260, 1062, 501]
cinema-listing	[320, 291, 483, 335]
sport-title: ΑΘΛΗΤΙΚΗ ΖΩΗ	[886, 102, 1035, 119]
kastro-cinema-ad	[490, 1546, 863, 1898]
knosos-cinema-ad	[1060, 1584, 1450, 1901]
engagement-names: ΓΙΑΝΝΗΣ ΣΟΥΣΑΡΗΣ Διευθυντής Λαϊκής Τραπέζης ΕΛΕΝΗ ΔΕΤΤΟΡΑΚΗ	[131, 110, 304, 154]
dentist-text: Δέχεται ὡς καὶ πρότερον εἰς τὴν Πολυκλινικὴν Ἡρακλείου	[490, 748, 662, 775]
cinema-name: ΗΛΕΚΤΡΑ	[320, 90, 378, 103]
naval-school-intro: Φέρεται εἰς γνῶσιν τοῦ κοινοῦ ὅτι τὸ	[522, 1102, 1023, 1132]
androulakis-specialty: ΕΙΔΙΚΟΣ ΠΑΘΟΛΟΓΟΣ	[1176, 1507, 1335, 1523]
orfeus-film: Ο ΑΛΗΤΗΣ ΤΗΣ ΒΟΜΒΑΗΣ	[153, 1693, 450, 1720]
apollon-film-2: Ο ΚΛΕΨΑΣ ΤΟΥ ΚΛΕΨΑΝΤΟΣ	[202, 1465, 400, 1524]
cinema-name: ΚΝΩΣΟΣ	[320, 391, 373, 405]
weddings-text: Γνωστοποιεῖται συμφώνως πρὸς τὸ ἄρθρον 1369 τοῦ Ἀστικοῦ Κώδικος ὅτι: Ὁ Νικόλαος Σαρᾶντος τοῦ Δημοσθένους καὶ τῆς Ἀθηνᾶς, τὸ γένος Σαπουντζόγλου γεννηθεὶς καὶ κατοικῶν εἰς Ἡράκλειον καὶ ἡ Αἰκατερίνη Καρούσου τοῦ Θεοδοσίου καὶ τῆς Χαρικλείας τὸ γένος Μαυρίδη γεννηθεῖσα καὶ κατοικοῦσα εἰς Ἡράκλειον, μέλλουν νὰ ἔλθουν εἰς γάμον τελεσθησόμενον εἰς Ἡράκλειον.	[124, 307, 311, 533]
